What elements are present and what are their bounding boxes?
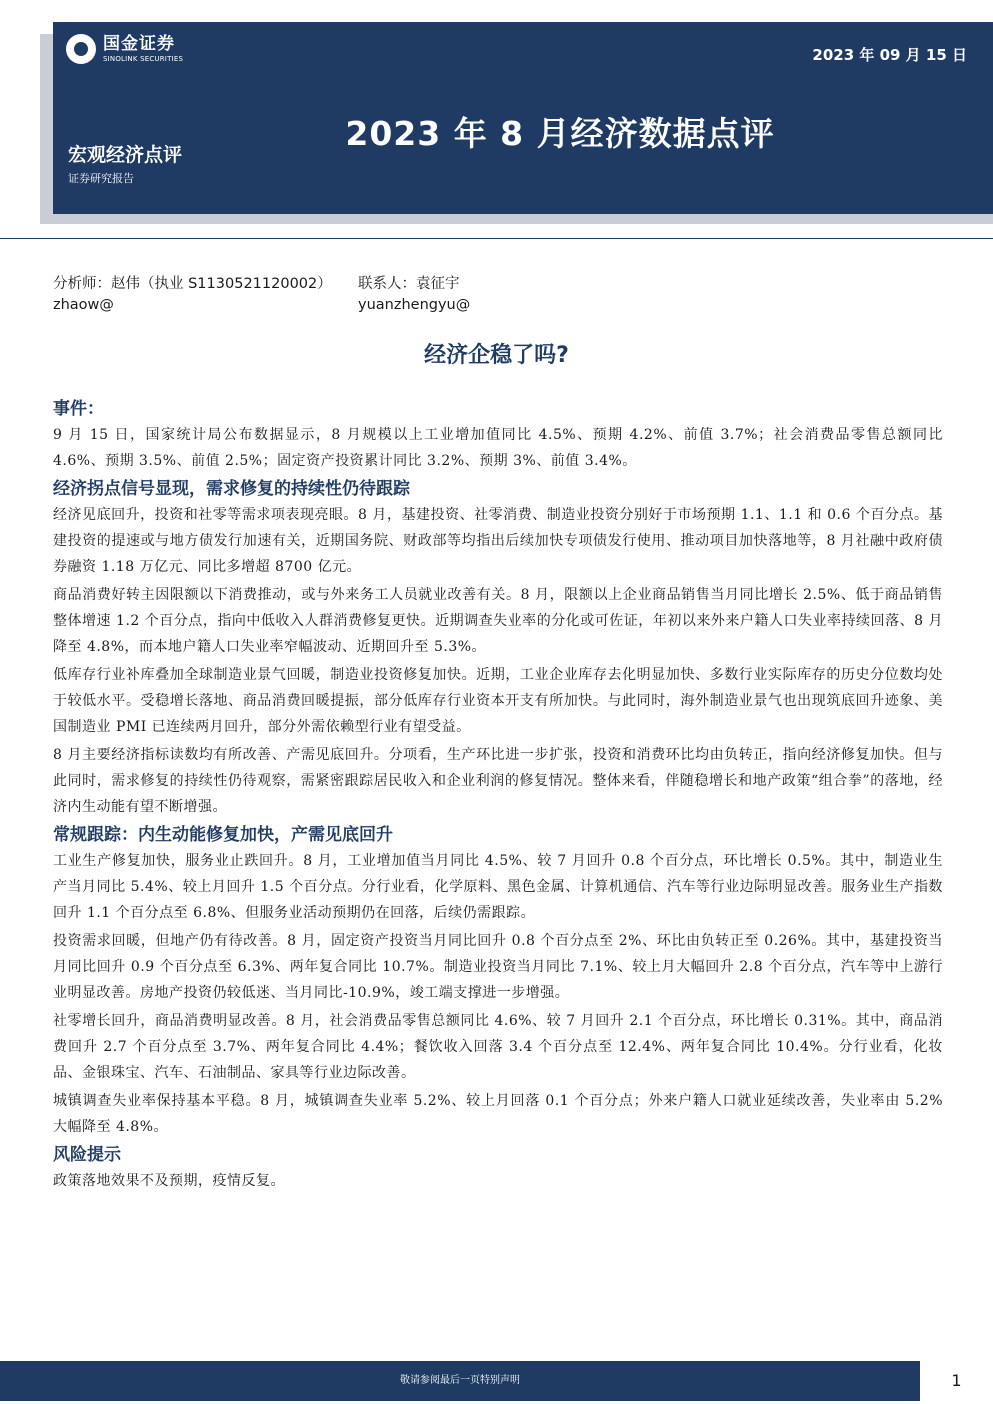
paragraph: 9 月 15 日，国家统计局公布数据显示，8 月规模以上工业增加值同比 4.5%、预期 4.2%、前值 3.7%；社会消费品零售总额同比 4.6%、预期 3.5%、前值 2.5%；固定资产投资累计同比 3.2%、预期 3%、前值 3.4%。 [53,427,943,469]
report-title: 2023 年 8 月经济数据点评 [345,114,775,153]
paragraph: 经济见底回升，投资和社零等需求项表现亮眼。8 月，基建投资、社零消费、制造业投资分别好于市场预期 1.1、1.1 和 0.6 个百分点。基建投资的提速或与地方债发行加速有关，近期国务院、财政部等均指出后续加快专项债发行使用、推动项目加快落地等，8 月社融中政府债券融资 1.18 万亿元、同比多增超 8700 亿元。 [53,507,943,575]
logo-icon [66,34,96,64]
logo-name-cn: 国金证券 [103,33,175,54]
report-subtitle: 经济企稳了吗? [424,343,569,368]
paragraph: 低库存行业补库叠加全球制造业景气回暖，制造业投资修复加快。近期，工业企业库存去化明显加快、多数行业实际库存的历史分位数均处于较低水平。受稳增长落地、商品消费回暖提振，部分低库存行业资本开支有所加快。与此同时，海外制造业景气也出现筑底回升迹象、美国制造业 PMI 已连续两月回升，部分外需依赖型行业有望受益。 [53,667,943,735]
paragraph: 投资需求回暖，但地产仍有待改善。8 月，固定资产投资当月同比回升 0.8 个百分点至 2%、环比由负转正至 0.26%。其中，基建投资当月同比回升 0.9 个百分点至 6.3%、两年复合同比 10.7%。制造业投资当月同比 7.1%、较上月大幅回升 2.8 个百分点，汽车等中上游行业明显改善。房地产投资仍较低迷、当月同比-10.9%，竣工端支撑进一步增强。 [53,933,943,1001]
analyst-email[interactable]: zhaow@ [53,297,114,313]
section-risk [53,1142,943,1194]
contact-info [358,274,470,316]
report-category: 宏观经济点评 [68,144,183,166]
header-divider [0,238,993,239]
paragraph: 社零增长回升，商品消费明显改善。8 月，社会消费品零售总额同比 4.6%、较 7 月回升 2.1 个百分点，环比增长 0.31%。其中，商品消费回升 2.7 个百分点至 3.7%、两年复合同比 4.4%；餐饮收入回落 3.4 个百分点至 12.4%、两年复合同比 10.4%。分行业看，化妆品、金银珠宝、汽车、石油制品、家具等行业边际改善。 [53,1013,943,1081]
section-title: 经济拐点信号显现，需求修复的持续性仍待跟踪 [53,479,410,499]
analyst-name: 分析师：赵伟（执业 S1130521120002） [53,276,332,292]
logo-name-en: SINOLINK SECURITIES [103,54,184,63]
paragraph: 8 月主要经济指标读数均有所改善、产需见底回升。分项看，生产环比进一步扩张，投资和消费环比均由负转正，指向经济修复加快。但与此同时，需求修复的持续性仍待观察，需紧密跟踪居民收入和企业利润的修复情况。整体来看，伴随稳增长和地产政策“组合拳”的落地，经济内生动能有望不断增强。 [53,747,943,815]
report-type: 证券研究报告 [68,172,134,185]
paragraph: 商品消费好转主因限额以下消费推动，或与外来务工人员就业改善有关。8 月，限额以上企业商品销售当月同比增长 2.5%、低于商品销售整体增速 1.2 个百分点，指向中低收入人群消费修复更快。近期调查失业率的分化或可佐证，年初以来外来户籍人口失业率持续回落、8 月降至 4.8%，而本地户籍人口失业率窄幅波动、近期回升至 5.3%。 [53,587,943,655]
company-logo [66,34,183,64]
analyst-info [53,274,332,316]
report-date: 2023 年 09 月 15 日 [812,46,967,64]
footer-bar [0,1361,920,1401]
section-title: 风险提示 [53,1145,121,1165]
section-title: 常规跟踪：内生动能修复加快，产需见底回升 [53,825,393,845]
section-event [53,396,943,474]
paragraph: 工业生产修复加快，服务业止跌回升。8 月，工业增加值当月同比 4.5%、较 7 月回升 0.8 个百分点，环比增长 0.5%。其中，制造业生产当月同比 5.4%、较上月回升 1.5 个百分点。分行业看，化学原料、黑色金属、计算机通信、汽车等行业边际明显改善。服务业生产指数回升 1.1 个百分点至 6.8%、但服务业活动预期仍在回落，后续仍需跟踪。 [53,853,943,921]
section-routine-tracking [53,822,943,1140]
section-turning-point [53,476,943,820]
contact-name: 联系人：袁征宇 [358,276,460,292]
paragraph: 政策落地效果不及预期，疫情反复。 [53,1173,285,1189]
report-body [53,396,943,1196]
footer-disclaimer-notice: 敬请参阅最后一页特别声明 [400,1375,520,1386]
contact-email[interactable]: yuanzhengyu@ [358,297,471,313]
section-title: 事件： [53,399,104,419]
paragraph: 城镇调查失业率保持基本平稳。8 月，城镇调查失业率 5.2%、较上月回落 0.1 个百分点；外来户籍人口就业延续改善，失业率由 5.2% 大幅降至 4.8%。 [53,1093,943,1135]
page-number: 1 [951,1371,962,1390]
